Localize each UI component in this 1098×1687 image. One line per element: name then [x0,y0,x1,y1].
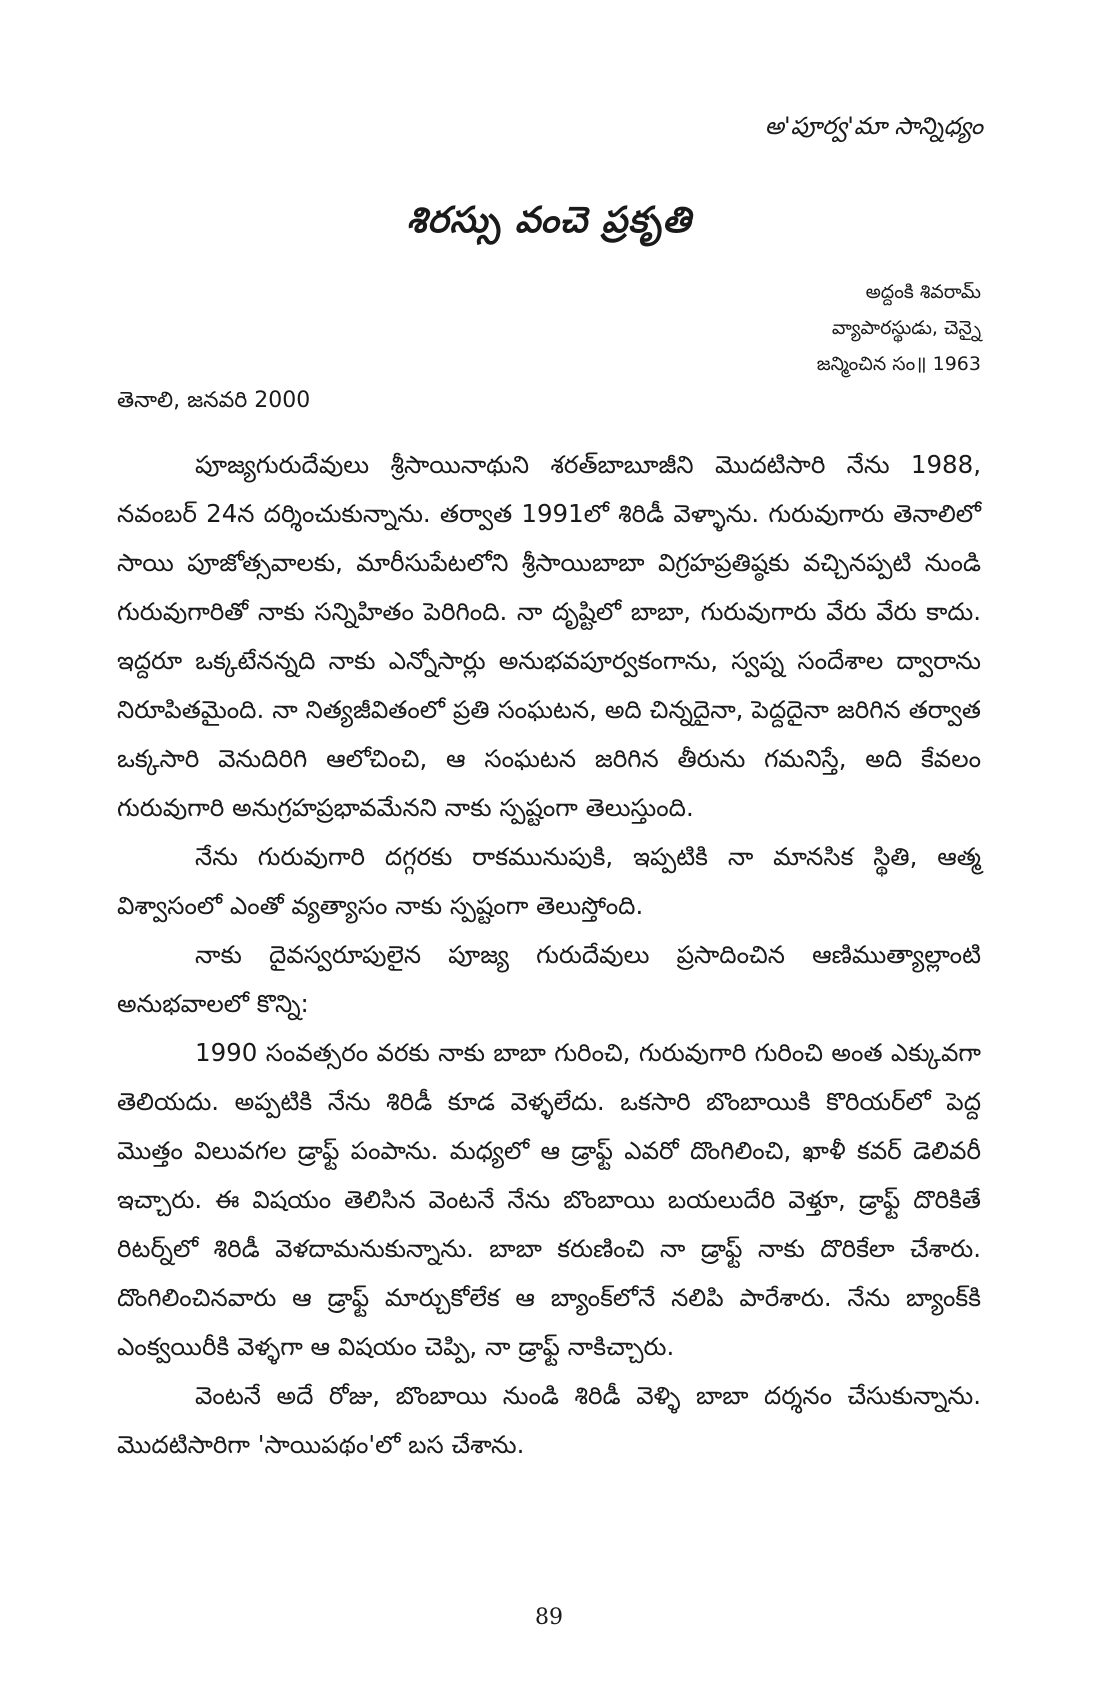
paragraph: వెంటనే అదే రోజు, బొంబాయి నుండి శిరిడీ వెళ్ళి బాబా దర్శనం చేసుకున్నాను. మొదటిసారిగా 'సాయిపథం'లో బస చేశాను. [117,1381,981,1459]
paragraph: పూజ్యగురుదేవులు శ్రీసాయినాథుని శరత్‌బాబూజీని మొదటిసారి నేను 1988, నవంబర్ 24న దర్శించుకున్నాను. తర్వాత 1991లో శిరిడీ వెళ్ళాను. గురువుగారు తెనాలిలో సాయి పూజోత్సవాలకు, మారీసుపేటలోని శ్రీసాయిబాబా విగ్రహప్రతిష్ఠకు వచ్చినప్పటి నుండి గురువుగారితో నాకు సన్నిహితం పెరిగింది. నా దృష్టిలో బాబా, గురువుగారు వేరు వేరు కాదు. ఇద్దరూ ఒక్కటేనన్నది నాకు ఎన్నోసార్లు అనుభవపూర్వకంగాను, స్వప్న సందేశాల ద్వారాను నిరూపితమైంది. నా నిత్యజీవితంలో ప్రతి సంఘటన, అది చిన్నదైనా, పెద్దదైనా జరిగిన తర్వాత ఒక్కసారి వెనుదిరిగి ఆలోచించి, ఆ సంఘటన జరిగిన తీరును గమనిస్తే, అది కేవలం గురువుగారి అనుగ్రహప్రభావమేనని నాకు స్పష్టంగా తెలుస్తుంది. [117,450,981,822]
paragraph: నాకు దైవస్వరూపులైన పూజ్య గురుదేవులు ప్రసాదించిన ఆణిముత్యాల్లాంటి అనుభవాలలో కొన్ని: [117,940,981,1018]
running-header: అ'పూర్వ'మా సాన్నిధ్యం [764,112,983,140]
author-occupation: వ్యాపారస్థుడు, చెన్నై [831,317,981,339]
article-title: శిరస్సు వంచె ప్రకృతి [406,200,692,241]
article-body [117,440,981,1469]
place-date: తెనాలి, జనవరి 2000 [117,388,311,413]
author-block [817,274,981,382]
page-number: 89 [535,1605,563,1630]
paragraph: నేను గురువుగారి దగ్గరకు రాకమునుపుకి, ఇప్పటికి నా మానసిక స్థితి, ఆత్మ విశ్వాసంలో ఎంతో వ్యత్యాసం నాకు స్పష్టంగా తెలుస్తోంది. [117,842,981,920]
paragraph: 1990 సంవత్సరం వరకు నాకు బాబా గురించి, గురువుగారి గురించి అంత ఎక్కువగా తెలియదు. అప్పటికి నేను శిరిడీ కూడ వెళ్ళలేదు. ఒకసారి బొంబాయికి కొరియర్‌లో పెద్ద మొత్తం విలువగల డ్రాఫ్ట్ పంపాను. మధ్యలో ఆ డ్రాఫ్ట్ ఎవరో దొంగిలించి, ఖాళీ కవర్ డెలివరీ ఇచ్చారు. ఈ విషయం తెలిసిన వెంటనే నేను బొంబాయి బయలుదేరి వెళ్తూ, డ్రాఫ్ట్ దొరికితే రిటర్న్‌లో శిరిడీ వెళదామనుకున్నాను. బాబా కరుణించి నా డ్రాఫ్ట్ నాకు దొరికేలా చేశారు. దొంగిలించినవారు ఆ డ్రాఫ్ట్ మార్చుకోలేక ఆ బ్యాంక్‌లోనే నలిపి పారేశారు. నేను బ్యాంక్‌కి ఎంక్వయిరీకి వెళ్ళగా ఆ విషయం చెప్పి, నా డ్రాఫ్ట్ నాకిచ్చారు. [117,1038,981,1361]
author-birth-year: జన్మించిన సం॥ 1963 [816,353,981,375]
author-name: అద్దంకి శివరామ్ [865,281,981,303]
